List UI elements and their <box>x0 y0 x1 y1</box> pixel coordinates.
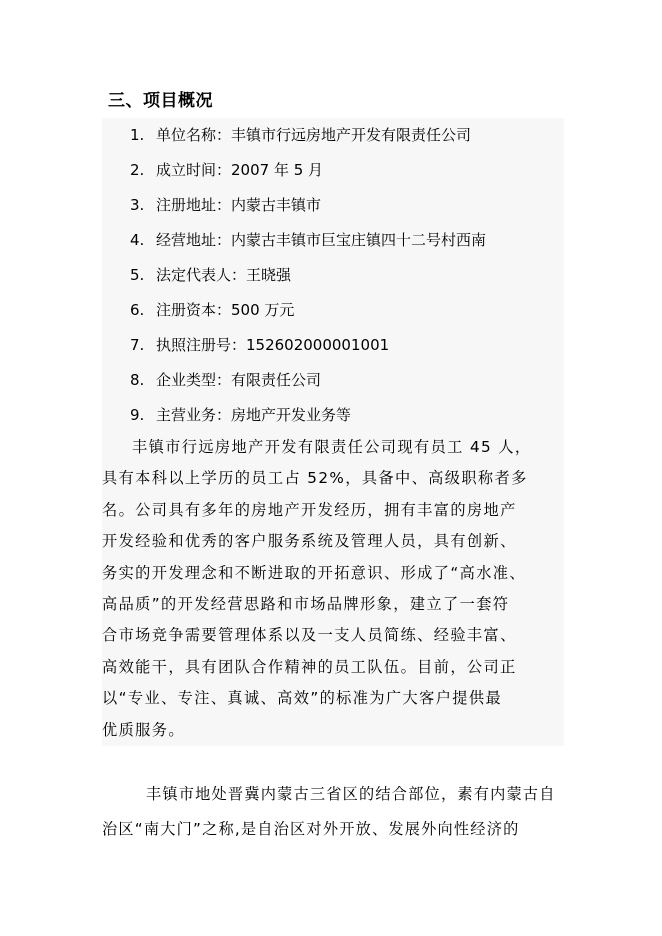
paragraph-line: 丰镇市地处晋冀内蒙古三省区的结合部位，素有内蒙古自 <box>146 785 556 803</box>
item-number: 4. <box>130 231 145 249</box>
paragraph-line: 名。公司具有多年的房地产开发经历，拥有丰富的房地产 <box>102 500 517 519</box>
info-item <box>102 153 564 188</box>
item-text: 主营业务：房地产开发业务等 <box>156 406 352 424</box>
paragraph-line: 合市场竞争需要管理体系以及一支人员简练、经验丰富、 <box>102 626 517 645</box>
item-text: 经营地址：内蒙古丰镇市巨宝庄镇四十二号村西南 <box>156 231 487 249</box>
paragraph-line: 优质服务。 <box>102 720 185 739</box>
item-number: 3. <box>130 196 145 214</box>
paragraph-line: 开发经验和优秀的客户服务系统及管理人员，具有创新、 <box>102 532 517 551</box>
info-item <box>102 398 564 433</box>
info-item <box>102 328 564 363</box>
item-number: 1. <box>130 126 145 144</box>
company-info-list <box>102 118 564 433</box>
item-text: 注册资本：500 万元 <box>156 301 295 319</box>
paragraph-line: 治区“南大门”之称,是自治区对外开放、发展外向性经济的 <box>102 820 520 838</box>
item-number: 9. <box>130 406 145 424</box>
info-item <box>102 293 564 328</box>
paragraph-line: 具有本科以上学历的员工占 52%，具备中、高级职称者多 <box>102 469 528 488</box>
paragraph-line: 高效能干，具有团队合作精神的员工队伍。目前，公司正 <box>102 657 517 676</box>
paragraph-line: 高品质”的开发经营思路和市场品牌形象，建立了一套符 <box>102 595 510 614</box>
info-item <box>102 188 564 223</box>
item-number: 8. <box>130 371 145 389</box>
item-text: 法定代表人：王晓强 <box>156 266 292 284</box>
paragraph-line: 丰镇市行远房地产开发有限责任公司现有员工 45 人， <box>132 438 532 456</box>
item-number: 6. <box>130 301 145 319</box>
info-item <box>102 363 564 398</box>
item-number: 2. <box>130 161 145 179</box>
item-text: 企业类型：有限责任公司 <box>156 371 322 389</box>
info-item <box>102 258 564 293</box>
location-paragraph <box>102 777 564 847</box>
item-text: 注册地址：内蒙古丰镇市 <box>156 196 322 214</box>
company-description-paragraph <box>102 432 564 746</box>
item-number: 7. <box>130 336 145 354</box>
item-number: 5. <box>130 266 145 284</box>
item-text: 成立时间：2007 年 5 月 <box>156 161 324 179</box>
item-text: 执照注册号：152602000001001 <box>156 336 390 354</box>
item-text: 单位名称：丰镇市行远房地产开发有限责任公司 <box>156 126 472 144</box>
section-heading: 三、项目概况 <box>108 91 213 111</box>
info-item <box>102 118 564 153</box>
info-item <box>102 223 564 258</box>
paragraph-line: 务实的开发理念和不断进取的开拓意识、形成了“高水准、 <box>102 563 526 582</box>
paragraph-line: 以“专业、专注、真诚、高效”的标准为广大客户提供最 <box>102 689 503 708</box>
